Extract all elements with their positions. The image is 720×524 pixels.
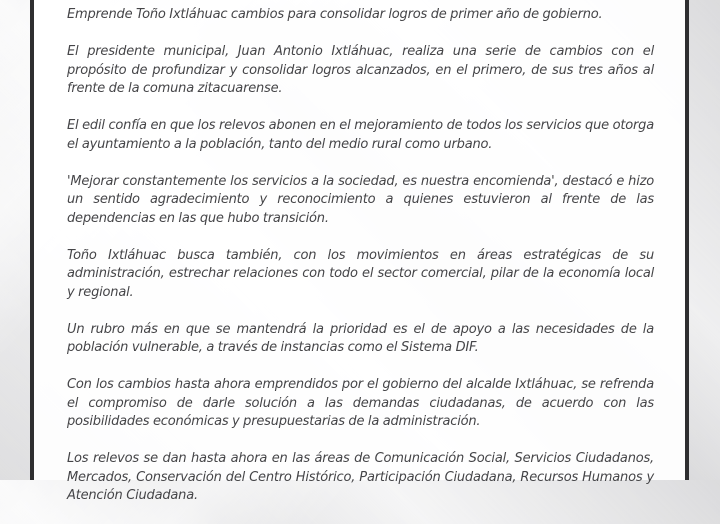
paragraph-headline: Emprende Toño Ixtláhuac cambios para consolidar logros de primer año de gobierno. bbox=[67, 7, 603, 22]
paragraph: Los relevos se dan hasta ahora en las áreas de Comunicación Social, Servicios Ciudadanos, Mercados, Conservación del Centro Histórico, Participación Ciudadana, Recursos Humanos y Atención Ciudadana. bbox=[67, 451, 654, 503]
paragraph: Toño Ixtláhuac busca también, con los movimientos en áreas estratégicas de su administración, estrechar relaciones con todo el sector comercial, pilar de la economía local y regional. bbox=[67, 247, 654, 300]
paragraph: Un rubro más en que se mantendrá la prioridad es el de apoyo a las necesidades de la población vulnerable, a través de instancias como el Sistema DIF. bbox=[67, 321, 654, 355]
right-border-bar bbox=[685, 0, 689, 480]
paragraph: El edil confía en que los relevos abonen en el mejoramiento de todos los servicios que otorga el ayuntamiento a la población, tanto del medio rural como urbano. bbox=[67, 118, 654, 152]
paragraph: El presidente municipal, Juan Antonio Ixtláhuac, realiza una serie de cambios con el propósito de profundizar y consolidar logros alcanzados, en el primero, de sus tres años al frente de la comuna zitacuarense. bbox=[67, 44, 654, 96]
paragraph-quote: 'Mejorar constantemente los servicios a la sociedad, es nuestra encomienda', destacó e hizo un sentido agradecimiento y reconocimiento a quienes estuvieron al frente de las dependencias en las que hubo transición. bbox=[67, 173, 654, 226]
paragraph: Con los cambios hasta ahora emprendidos por el gobierno del alcalde Ixtláhuac, se refrenda el compromiso de darle solución a las demandas ciudadanas, de acuerdo con las posibilidades económicas y presupuestarias de la administración. bbox=[67, 377, 654, 429]
document-body bbox=[67, 6, 654, 524]
